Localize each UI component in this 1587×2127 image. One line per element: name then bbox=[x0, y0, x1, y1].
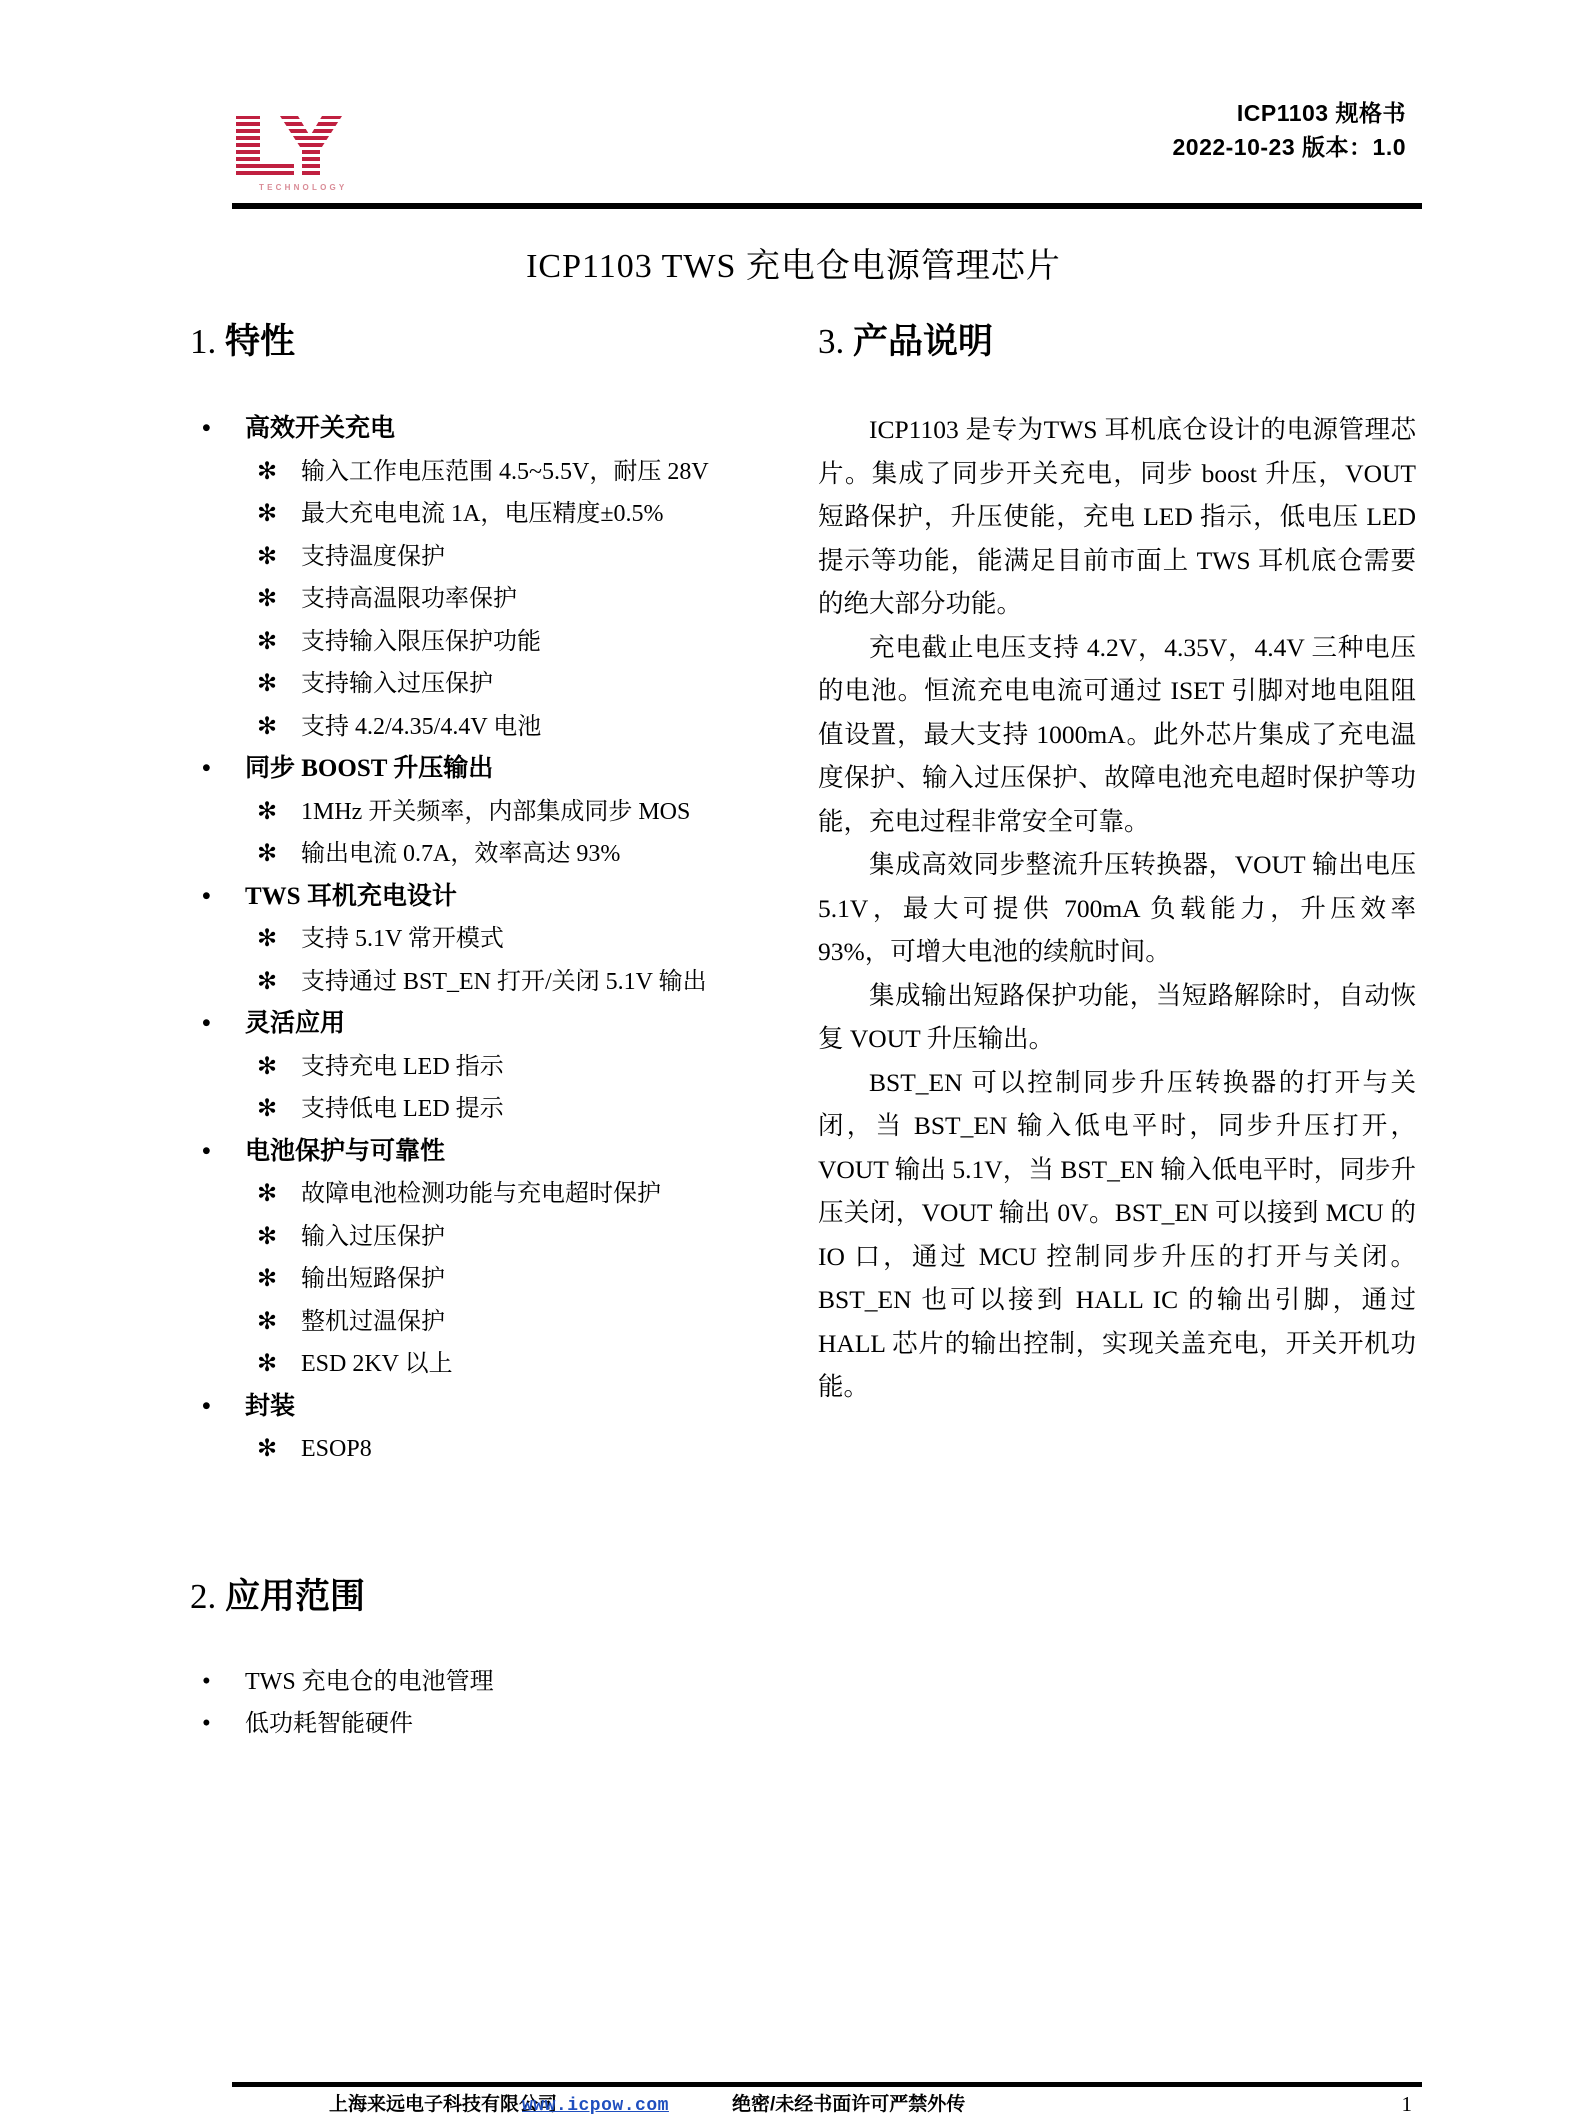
list-item bbox=[190, 1661, 790, 1703]
feature-group bbox=[190, 1003, 790, 1131]
star-icon: ✻ bbox=[257, 586, 278, 612]
header-doc-info bbox=[1172, 96, 1406, 164]
feature-text: 输入过压保护 bbox=[301, 1223, 445, 1250]
description-paragraph: 充电截止电压支持 4.2V，4.35V，4.4V 三种电压的电池。恒流充电电流可通过 ISET 引脚对地电阻阻值设置，最大支持 1000mA。此外芯片集成了充电温度保护、输入过压保护、故障电池充电超时保护等功能，充电过程非常安全可靠。 bbox=[818, 632, 1416, 836]
section-number-2: 2. bbox=[190, 1576, 217, 1616]
bullet-icon: • bbox=[202, 1709, 211, 1737]
list-item bbox=[245, 1173, 790, 1216]
section-heading-features bbox=[190, 314, 790, 364]
star-icon: ✻ bbox=[257, 968, 278, 995]
feature-text: 支持高温限功率保护 bbox=[301, 586, 517, 612]
footer-page-number: 1 bbox=[1401, 2092, 1412, 2116]
list-item bbox=[245, 961, 790, 1004]
footer-divider bbox=[232, 2082, 1422, 2087]
list-item bbox=[245, 1343, 790, 1386]
description-paragraph: 集成高效同步整流升压转换器，VOUT 输出电压 5.1V，最大可提供 700mA 负载能力，升压效率 93%，可增大电池的续航时间。 bbox=[818, 850, 1416, 966]
list-item bbox=[245, 706, 790, 749]
section-heading-applications bbox=[190, 1569, 790, 1619]
feature-group-label: 同步 BOOST 升压输出 bbox=[245, 755, 494, 782]
bullet-icon: • bbox=[202, 755, 211, 782]
list-item bbox=[245, 578, 790, 621]
list-item bbox=[245, 833, 790, 876]
description-paragraph: ICP1103 是专为TWS 耳机底仓设计的电源管理芯片。集成了同步开关充电，同步 boost 升压，VOUT 短路保护，升压使能，充电 LED 指示，低电压 LED 提示等功能，能满足目前市面上 TWS 耳机底仓需要的绝大部分功能。 bbox=[818, 415, 1416, 618]
description-paragraph: 集成输出短路保护功能，当短路解除时，自动恢复 VOUT 升压输出。 bbox=[818, 980, 1416, 1053]
feature-text: 输出短路保护 bbox=[301, 1266, 445, 1292]
star-icon: ✻ bbox=[257, 1308, 278, 1335]
feature-text: 故障电池检测功能与充电超时保护 bbox=[301, 1181, 661, 1207]
list-item bbox=[245, 663, 790, 706]
feature-text: 整机过温保护 bbox=[301, 1308, 445, 1335]
star-icon: ✻ bbox=[257, 501, 278, 527]
footer-confidentiality-notice: 绝密/未经书面许可严禁外传 bbox=[732, 2094, 966, 2115]
bullet-icon: • bbox=[202, 1392, 211, 1420]
footer-website-link[interactable]: www.icpow.com bbox=[522, 2096, 669, 2116]
header-divider bbox=[232, 203, 1422, 209]
feature-text: 支持输入过压保护 bbox=[301, 671, 493, 697]
section-number-3: 3. bbox=[818, 322, 845, 361]
feature-text: 支持 5.1V 常开模式 bbox=[301, 926, 504, 952]
feature-text: 支持输入限压保护功能 bbox=[301, 628, 541, 655]
feature-subitems bbox=[245, 1428, 790, 1471]
header-doc-version: 2022-10-23 版本：1.0 bbox=[1172, 134, 1406, 160]
features-list bbox=[190, 408, 790, 1471]
feature-text: 输出电流 0.7A，效率高达 93% bbox=[301, 841, 621, 867]
feature-subitems bbox=[245, 791, 790, 876]
feature-text: 最大充电电流 1A，电压精度±0.5% bbox=[301, 501, 664, 527]
list-item bbox=[245, 451, 790, 494]
left-column bbox=[190, 314, 790, 1745]
list-item bbox=[245, 1428, 790, 1471]
page-header bbox=[232, 96, 1422, 200]
feature-group-label: 灵活应用 bbox=[245, 1010, 346, 1037]
feature-subitems bbox=[245, 1046, 790, 1131]
feature-group-label: TWS 耳机充电设计 bbox=[245, 882, 457, 910]
list-item bbox=[190, 1703, 790, 1745]
application-text: TWS 充电仓的电池管理 bbox=[245, 1668, 494, 1695]
bullet-icon: • bbox=[202, 1667, 211, 1695]
feature-subitems bbox=[245, 1173, 790, 1386]
feature-group-label: 电池保护与可靠性 bbox=[245, 1137, 446, 1165]
list-item bbox=[245, 1046, 790, 1089]
section-title-1: 特性 bbox=[225, 322, 296, 361]
star-icon: ✻ bbox=[257, 671, 278, 697]
list-item bbox=[245, 1301, 790, 1344]
list-item bbox=[245, 536, 790, 579]
star-icon: ✻ bbox=[257, 1053, 278, 1080]
feature-group bbox=[190, 1386, 790, 1471]
list-item bbox=[245, 918, 790, 961]
page-footer bbox=[232, 2088, 1422, 2124]
right-column bbox=[818, 314, 1416, 1409]
feature-subitems bbox=[245, 451, 790, 749]
list-item bbox=[245, 1216, 790, 1259]
feature-text: 支持温度保护 bbox=[301, 543, 445, 570]
list-item bbox=[245, 1088, 790, 1131]
list-item bbox=[245, 493, 790, 536]
footer-company-name: 上海来远电子科技有限公司 bbox=[329, 2094, 558, 2115]
feature-group bbox=[190, 408, 790, 748]
bullet-icon: • bbox=[202, 1010, 211, 1037]
feature-text: ESOP8 bbox=[301, 1436, 372, 1462]
description-paragraph: BST_EN 可以控制同步升压转换器的打开与关闭，当 BST_EN 输入低电平时，同步升压打开，VOUT 输出 5.1V，当 BST_EN 输入低电平时，同步升压关闭，VOUT 输出 0V。BST_EN 可以接到 MCU 的 IO 口，通过 MCU 控制同步升压的打开与关闭。BST_EN 也可以接到 HALL IC 的输出引脚，通过 HALL 芯片的输出控制，实现关盖充电，开关开机功能。 bbox=[818, 1067, 1416, 1401]
section-heading-description bbox=[818, 314, 1416, 364]
section-title-2: 应用范围 bbox=[225, 1576, 366, 1616]
star-icon: ✻ bbox=[257, 543, 278, 570]
bullet-icon: • bbox=[202, 882, 211, 910]
section-number-1: 1. bbox=[190, 322, 217, 361]
star-icon: ✻ bbox=[257, 841, 278, 867]
bullet-icon: • bbox=[202, 1137, 211, 1165]
star-icon: ✻ bbox=[257, 628, 278, 655]
bullet-icon: • bbox=[202, 415, 211, 442]
star-icon: ✻ bbox=[257, 1181, 278, 1207]
page-title: ICP1103 TWS 充电仓电源管理芯片 bbox=[526, 248, 1061, 285]
feature-group-label: 封装 bbox=[245, 1392, 296, 1420]
star-icon: ✻ bbox=[257, 1436, 278, 1462]
star-icon: ✻ bbox=[257, 1266, 278, 1292]
feature-group-label: 高效开关充电 bbox=[245, 415, 396, 442]
star-icon: ✻ bbox=[257, 1351, 278, 1377]
feature-text: 支持低电 LED 提示 bbox=[301, 1096, 504, 1122]
feature-group bbox=[190, 1131, 790, 1386]
feature-text: ESD 2KV 以上 bbox=[301, 1351, 453, 1377]
list-item bbox=[245, 1258, 790, 1301]
feature-text: 输入工作电压范围 4.5~5.5V，耐压 28V bbox=[301, 458, 709, 485]
feature-subitems bbox=[245, 918, 790, 1003]
company-logo bbox=[232, 114, 372, 204]
star-icon: ✻ bbox=[257, 458, 278, 485]
feature-group bbox=[190, 748, 790, 876]
section-title-3: 产品说明 bbox=[853, 322, 994, 361]
feature-group bbox=[190, 876, 790, 1004]
star-icon: ✻ bbox=[257, 926, 278, 952]
star-icon: ✻ bbox=[257, 1096, 278, 1122]
header-doc-title: ICP1103 规格书 bbox=[1236, 100, 1406, 126]
ly-logo-icon bbox=[232, 114, 350, 180]
feature-text: 支持通过 BST_EN 打开/关闭 5.1V 输出 bbox=[301, 968, 707, 995]
applications-section bbox=[190, 1569, 790, 1745]
list-item bbox=[245, 791, 790, 834]
star-icon: ✻ bbox=[257, 1223, 278, 1250]
star-icon: ✻ bbox=[257, 798, 278, 825]
feature-text: 1MHz 开关频率，内部集成同步 MOS bbox=[301, 798, 691, 825]
application-text: 低功耗智能硬件 bbox=[245, 1710, 413, 1737]
star-icon: ✻ bbox=[257, 713, 278, 740]
feature-text: 支持充电 LED 指示 bbox=[301, 1053, 504, 1080]
applications-list bbox=[190, 1661, 790, 1745]
logo-subtext: TECHNOLOGY bbox=[259, 183, 348, 192]
feature-text: 支持 4.2/4.35/4.4V 电池 bbox=[301, 713, 542, 740]
list-item bbox=[245, 621, 790, 664]
